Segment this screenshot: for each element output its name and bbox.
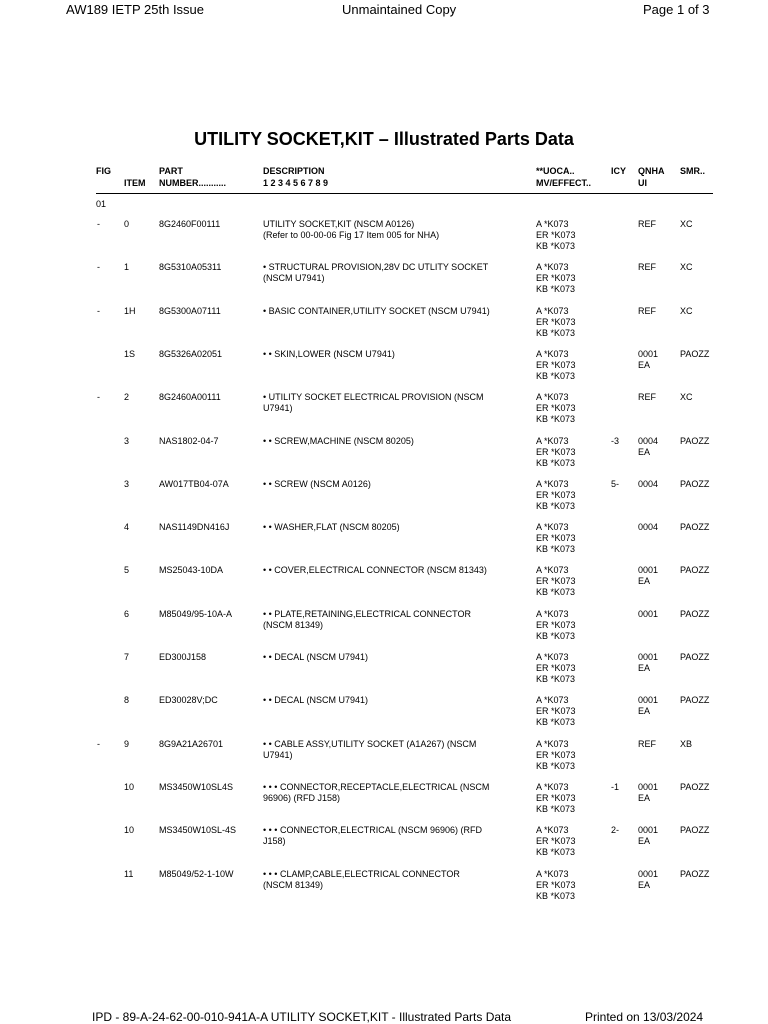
row-smr: XC — [680, 392, 693, 403]
row-effectivity: KB *K073 — [536, 674, 576, 684]
row-item: 5 — [124, 565, 130, 576]
row-effectivity: KB *K073 — [536, 327, 576, 338]
row-description: • • • CONNECTOR,RECEPTACLE,ELECTRICAL (NSCM — [263, 781, 490, 792]
table-row — [0, 479, 768, 519]
row-icy: 2- — [611, 825, 620, 836]
row-effectivity: ER *K073 — [536, 489, 576, 500]
header-copy-status: Unmaintained Copy — [342, 2, 457, 17]
row-effectivity: KB *K073 — [536, 370, 576, 381]
row-effectivity: A *K073 — [536, 608, 569, 619]
row-smr: PAOZZ — [680, 695, 710, 706]
row-ui: EA — [638, 836, 651, 847]
col-header-fig: FIG — [96, 166, 111, 176]
row-effectivity: A *K073 — [536, 522, 569, 533]
row-item: 7 — [124, 652, 130, 662]
row-qnha: 0001 — [638, 868, 659, 879]
row-effectivity: ER *K073 — [536, 836, 576, 847]
row-qnha: REF — [638, 219, 656, 229]
row-description: • BASIC CONTAINER,UTILITY SOCKET (NSCM U7941) — [263, 305, 490, 316]
row-effectivity: KB *K073 — [536, 500, 576, 511]
row-description: • • SCREW,MACHINE (NSCM 80205) — [263, 435, 414, 446]
col-header-icy: ICY — [611, 166, 627, 176]
row-effectivity: A *K073 — [536, 478, 569, 489]
row-effectivity: A *K073 — [536, 392, 569, 403]
row-ui: EA — [638, 792, 651, 803]
row-qnha: 0001 — [638, 781, 659, 792]
row-part-number: ED300J158 — [159, 652, 207, 662]
row-qnha: 0001 — [638, 695, 659, 706]
row-smr: PAOZZ — [680, 435, 710, 446]
row-description-cont: J158) — [263, 836, 286, 847]
row-effectivity: ER *K073 — [536, 619, 576, 630]
row-effectivity: ER *K073 — [536, 316, 576, 327]
row-item: 3 — [124, 435, 130, 446]
header-doc-title: AW189 IETP 25th Issue — [66, 2, 205, 17]
table-row — [0, 782, 768, 822]
row-ui: EA — [638, 706, 651, 717]
row-fig: - — [97, 219, 100, 229]
row-description-cont: U7941) — [263, 403, 293, 414]
row-smr: XC — [680, 262, 693, 273]
col-header-description: DESCRIPTION — [263, 166, 325, 176]
table-row — [0, 609, 768, 649]
row-smr: PAOZZ — [680, 522, 710, 533]
row-icy: -3 — [611, 435, 620, 446]
table-row — [0, 306, 768, 346]
col-header-ui: UI — [638, 178, 647, 188]
row-qnha: REF — [638, 262, 656, 273]
row-effectivity: A *K073 — [536, 565, 569, 576]
row-effectivity: KB *K073 — [536, 587, 576, 598]
row-ui: EA — [638, 663, 651, 673]
row-description: • • SCREW (NSCM A0126) — [263, 478, 371, 489]
row-description: • • CABLE ASSY,UTILITY SOCKET (A1A267) (NSCM — [263, 738, 477, 749]
row-description: UTILITY SOCKET,KIT (NSCM A0126) — [263, 219, 415, 229]
row-description: • • DECAL (NSCM U7941) — [263, 652, 368, 662]
row-description: • STRUCTURAL PROVISION,28V DC UTLITY SOCKET — [263, 262, 489, 273]
table-row — [0, 392, 768, 432]
row-ui: EA — [638, 576, 651, 587]
row-effectivity: A *K073 — [536, 435, 569, 446]
row-part-number: MS25043-10DA — [159, 565, 224, 576]
row-effectivity: KB *K073 — [536, 544, 576, 555]
header-page-number: Page 1 of 3 — [643, 2, 710, 17]
row-qnha: 0001 — [638, 825, 659, 836]
row-smr: PAOZZ — [680, 781, 710, 792]
row-part-number: 8G5310A05311 — [159, 262, 222, 273]
row-description-cont: U7941) — [263, 749, 293, 760]
row-item: 10 — [124, 825, 135, 836]
row-effectivity: KB *K073 — [536, 847, 576, 858]
row-effectivity: ER *K073 — [536, 749, 576, 760]
row-qnha: 0001 — [638, 608, 659, 619]
row-effectivity: A *K073 — [536, 262, 569, 273]
col-header-item: ITEM — [124, 178, 146, 188]
col-header-description-scale: 1 2 3 4 5 6 7 8 9 — [263, 178, 329, 188]
row-item: 10 — [124, 781, 135, 792]
row-description: • • COVER,ELECTRICAL CONNECTOR (NSCM 81343) — [263, 565, 487, 576]
row-part-number: AW017TB04-07A — [159, 478, 229, 489]
row-part-number: M85049/52-1-10W — [159, 868, 234, 879]
row-icy: -1 — [611, 781, 620, 792]
col-header-part: PART — [159, 166, 183, 176]
row-qnha: 0004 — [638, 478, 659, 489]
row-item: 2 — [124, 392, 130, 403]
row-effectivity: ER *K073 — [536, 230, 576, 240]
header-divider — [96, 193, 713, 194]
row-item: 4 — [124, 522, 130, 533]
row-effectivity: ER *K073 — [536, 403, 576, 414]
row-effectivity: ER *K073 — [536, 359, 576, 370]
row-effectivity: A *K073 — [536, 219, 569, 229]
row-description-cont: (Refer to 00-00-06 Fig 17 Item 005 for NHA) — [263, 230, 440, 240]
row-smr: XC — [680, 219, 693, 229]
row-effectivity: KB *K073 — [536, 803, 576, 814]
table-row — [0, 825, 768, 865]
row-effectivity: A *K073 — [536, 781, 569, 792]
row-description-cont: (NSCM 81349) — [263, 619, 324, 630]
row-effectivity: A *K073 — [536, 695, 569, 706]
row-effectivity: A *K073 — [536, 305, 569, 316]
row-description: • • • CONNECTOR,ELECTRICAL (NSCM 96906) (RFD — [263, 825, 482, 836]
row-fig: - — [97, 305, 100, 316]
col-header-smr: SMR.. — [680, 166, 706, 176]
row-smr: PAOZZ — [680, 348, 710, 359]
col-header-qnha: QNHA — [638, 166, 665, 176]
row-part-number: M85049/95-10A-A — [159, 608, 233, 619]
row-item: 6 — [124, 608, 130, 619]
row-description: • • • CLAMP,CABLE,ELECTRICAL CONNECTOR — [263, 868, 460, 879]
row-item: 0 — [124, 219, 130, 229]
row-smr: PAOZZ — [680, 825, 710, 836]
row-description-cont: (NSCM U7941) — [263, 273, 325, 284]
row-part-number: MS3450W10SL4S — [159, 781, 234, 792]
row-smr: XC — [680, 305, 693, 316]
row-smr: PAOZZ — [680, 565, 710, 576]
row-effectivity: KB *K073 — [536, 284, 576, 295]
footer-document-reference: IPD - 89-A-24-62-00-010-941A-A UTILITY SOCKET,KIT - Illustrated Parts Data — [92, 1010, 512, 1024]
row-effectivity: ER *K073 — [536, 879, 576, 890]
row-effectivity: KB *K073 — [536, 414, 576, 425]
table-row — [0, 349, 768, 389]
row-effectivity: ER *K073 — [536, 446, 576, 457]
row-effectivity: A *K073 — [536, 738, 569, 749]
row-description-cont: 96906) (RFD J158) — [263, 792, 341, 803]
row-effectivity: ER *K073 — [536, 706, 576, 717]
row-smr: PAOZZ — [680, 478, 710, 489]
row-part-number: ED30028V;DC — [159, 695, 218, 706]
row-item: 1S — [124, 348, 136, 359]
row-part-number: 8G5326A02051 — [159, 348, 223, 359]
row-part-number: NAS1802-04-7 — [159, 435, 219, 446]
col-header-uoca: **UOCA.. — [536, 166, 575, 176]
row-smr: PAOZZ — [680, 652, 710, 662]
col-header-effectivity: MV/EFFECT.. — [536, 178, 592, 188]
row-qnha: 0001 — [638, 348, 659, 359]
row-qnha: REF — [638, 305, 656, 316]
table-row — [0, 695, 768, 735]
row-icy: 5- — [611, 478, 620, 489]
row-effectivity: A *K073 — [536, 825, 569, 836]
row-part-number: 8G5300A07111 — [159, 305, 221, 316]
row-effectivity: KB *K073 — [536, 241, 576, 251]
figure-number: 01 — [96, 199, 107, 209]
row-qnha: 0004 — [638, 435, 659, 446]
row-description: • • DECAL (NSCM U7941) — [263, 695, 368, 706]
row-fig: - — [97, 738, 100, 749]
row-effectivity: KB *K073 — [536, 890, 576, 901]
row-item: 1 — [124, 262, 130, 273]
row-qnha: 0004 — [638, 522, 659, 533]
row-part-number: 8G2460F00111 — [159, 219, 221, 229]
row-ui: EA — [638, 879, 651, 890]
table-row — [0, 652, 768, 692]
row-effectivity: ER *K073 — [536, 792, 576, 803]
row-fig: - — [97, 392, 100, 403]
row-qnha: REF — [638, 392, 656, 403]
table-row — [0, 739, 768, 779]
row-fig: - — [97, 262, 100, 273]
row-effectivity: ER *K073 — [536, 576, 576, 587]
row-effectivity: A *K073 — [536, 348, 569, 359]
row-description: • • SKIN,LOWER (NSCM U7941) — [263, 348, 395, 359]
row-smr: PAOZZ — [680, 868, 710, 879]
row-item: 9 — [124, 738, 130, 749]
row-part-number: NAS1149DN416J — [159, 522, 230, 533]
row-part-number: 8G9A21A26701 — [159, 738, 224, 749]
table-row — [0, 565, 768, 605]
footer-print-date: Printed on 13/03/2024 — [585, 1010, 704, 1024]
row-description: • • PLATE,RETAINING,ELECTRICAL CONNECTOR — [263, 608, 472, 619]
row-qnha: REF — [638, 738, 656, 749]
row-item: 8 — [124, 695, 130, 706]
table-row — [0, 262, 768, 302]
row-description-cont: (NSCM 81349) — [263, 879, 324, 890]
row-effectivity: KB *K073 — [536, 760, 576, 771]
row-qnha: 0001 — [638, 652, 659, 662]
table-row — [0, 436, 768, 476]
row-qnha: 0001 — [638, 565, 659, 576]
row-item: 11 — [124, 868, 134, 879]
row-description: • UTILITY SOCKET ELECTRICAL PROVISION (NSCM — [263, 392, 484, 403]
row-ui: EA — [638, 446, 651, 457]
row-part-number: MS3450W10SL-4S — [159, 825, 237, 836]
row-effectivity: A *K073 — [536, 652, 569, 662]
row-part-number: 8G2460A00111 — [159, 392, 221, 403]
table-row — [0, 219, 768, 259]
row-ui: EA — [638, 359, 651, 370]
row-effectivity: KB *K073 — [536, 717, 576, 728]
row-description: • • WASHER,FLAT (NSCM 80205) — [263, 522, 400, 533]
page-title: UTILITY SOCKET,KIT – Illustrated Parts Data — [194, 129, 574, 149]
table-row — [0, 522, 768, 562]
row-item: 1H — [124, 305, 136, 316]
row-effectivity: KB *K073 — [536, 457, 576, 468]
row-effectivity: ER *K073 — [536, 273, 576, 284]
row-effectivity: ER *K073 — [536, 533, 576, 544]
row-effectivity: A *K073 — [536, 868, 569, 879]
row-effectivity: ER *K073 — [536, 663, 576, 673]
row-item: 3 — [124, 478, 130, 489]
col-header-part-number: NUMBER........... — [159, 178, 227, 188]
row-smr: PAOZZ — [680, 608, 710, 619]
table-row — [0, 869, 768, 909]
row-smr: XB — [680, 738, 693, 749]
row-effectivity: KB *K073 — [536, 630, 576, 641]
